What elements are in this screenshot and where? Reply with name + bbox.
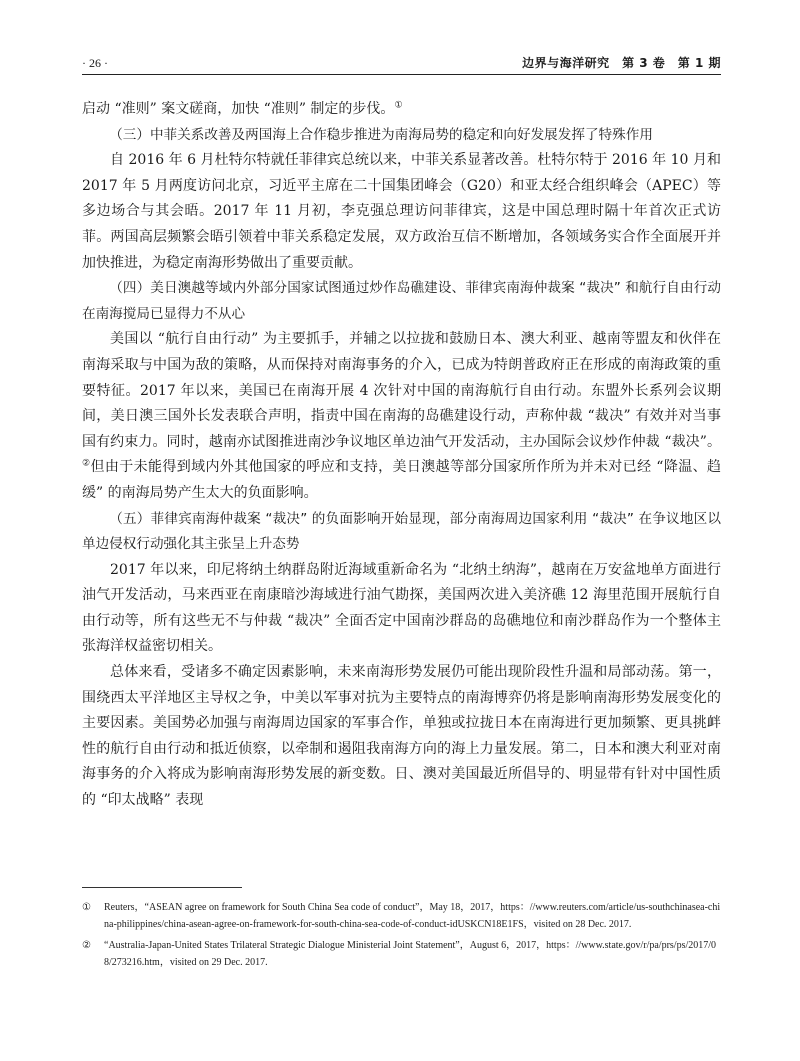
footnote-text: Reuters，“ASEAN agree on framework for South China Sea code of conduct”，May 18，2017，https：//www.reuters.com/article/us-southchinasea-china-philippines/china-asean-agree-on-framework-for-south-china-sea-code-of-conduct-idUSKCN18E1FS，visited on 28 Dec. 2017.: [104, 902, 721, 930]
paragraph-continuation: [82, 97, 721, 123]
article-body: [82, 97, 721, 814]
paragraph-philippines: 自 2016 年 6 月杜特尔特就任菲律宾总统以来，中菲关系显著改善。杜特尔特于 2016 年 10 月和 2017 年 5 月两度访问北京，习近平主席在二十国集团峰会（G20）和亚太经合组织峰会（APEC）等多边场合与其会晤。2017 年 11 月初，李克强总理访问菲律宾，这是中国总理时隔十年首次正式访菲。两国高层频繁会晤引领着中菲关系稳定发展，双方政治互信不断增加，各领域务实合作全面展开并加快推进，为稳定南海形势做出了重要贡献。: [82, 152, 721, 271]
footnote-ref-2[interactable]: ②: [82, 458, 91, 469]
running-header: [82, 49, 721, 75]
footnote-separator: [82, 887, 242, 888]
footnote-2: [82, 937, 721, 971]
paragraph-text: 启动 “准则” 案文磋商，加快 “准则” 制定的步伐。: [82, 101, 395, 117]
journal-title: 边界与海洋研究 第 3 卷 第 1 期: [522, 56, 721, 70]
footnote-mark: ①: [82, 902, 91, 913]
paragraph-text-tail: 但由于未能得到域内外其他国家的呼应和支持，美日澳越等部分国家所作所为并未对已经 “降温、趋缓” 的南海局势产生太大的负面影响。: [82, 459, 721, 501]
footnote-text: “Australia-Japan-United States Trilateral Strategic Dialogue Ministerial Joint Statement”，August 6，2017，https：//www.state.gov/r/pa/prs/ps/2017/08/273216.htm，visited on 29 Dec. 2017.: [104, 940, 717, 968]
page-number: · 26 ·: [82, 56, 108, 70]
footnote-1: [82, 899, 721, 933]
paragraph-arbitration-impact: 2017 年以来，印尼将纳土纳群岛附近海域重新命名为 “北纳土纳海”，越南在万安盆地单方面进行油气开发活动，马来西亚在南康暗沙海域进行油气勘探，美国两次进入美济礁 12 海里范围开展航行自由行动等，所有这些无不与仲裁 “裁决” 全面否定中国南沙群岛的岛礁地位和南沙群岛作为一个整体主张海洋权益密切相关。: [82, 561, 721, 655]
paragraph-us-fonop: [82, 327, 721, 506]
footnotes: [82, 899, 721, 975]
footnote-ref-1[interactable]: ①: [394, 100, 403, 111]
footnote-mark: ②: [82, 940, 91, 951]
paragraph-text: 美国以 “航行自由行动” 为主要抓手，并辅之以拉拢和鼓励日本、澳大利亚、越南等盟友和伙伴在南海采取与中国为敌的策略，从而保持对南海事务的介入，已成为特朗普政府正在形成的南海政策的重要特征。2017 年以来，美国已在南海开展 4 次针对中国的南海航行自由行动。东盟外长系列会议期间，美日澳三国外长发表联合声明，指责中国在南海的岛礁建设行动，声称仲裁 “裁决” 有效并对当事国有约束力。同时，越南亦试图推进南沙争议地区单边油气开发活动，主办国际会议炒作仲裁 “裁决”。: [82, 331, 721, 450]
section-heading-4: （四）美日澳越等域内外部分国家试图通过炒作岛礁建设、菲律宾南海仲裁案 “裁决” 和航行自由行动在南海搅局已显得力不从心: [82, 280, 721, 322]
section-heading-3: （三）中菲关系改善及两国海上合作稳步推进为南海局势的稳定和向好发展发挥了特殊作用: [109, 126, 653, 143]
paragraph-outlook: 总体来看，受诸多不确定因素影响，未来南海形势发展仍可能出现阶段性升温和局部动荡。第一，围绕西太平洋地区主导权之争，中美以军事对抗为主要特点的南海博弈仍将是影响南海形势发展变化的主要因素。美国势必加强与南海周边国家的军事合作，单独或拉拢日本在南海进行更加频繁、更具挑衅性的航行自由行动和抵近侦察，以牵制和遏阻我南海方向的海上力量发展。第二，日本和澳大利亚对南海事务的介入将成为影响南海形势发展的新变数。日、澳对美国最近所倡导的、明显带有针对中国性质的 “印太战略” 表现: [82, 664, 721, 809]
section-heading-5: （五）菲律宾南海仲裁案 “裁决” 的负面影响开始显现，部分南海周边国家利用 “裁决” 在争议地区以单边侵权行动强化其主张呈上升态势: [82, 510, 721, 553]
